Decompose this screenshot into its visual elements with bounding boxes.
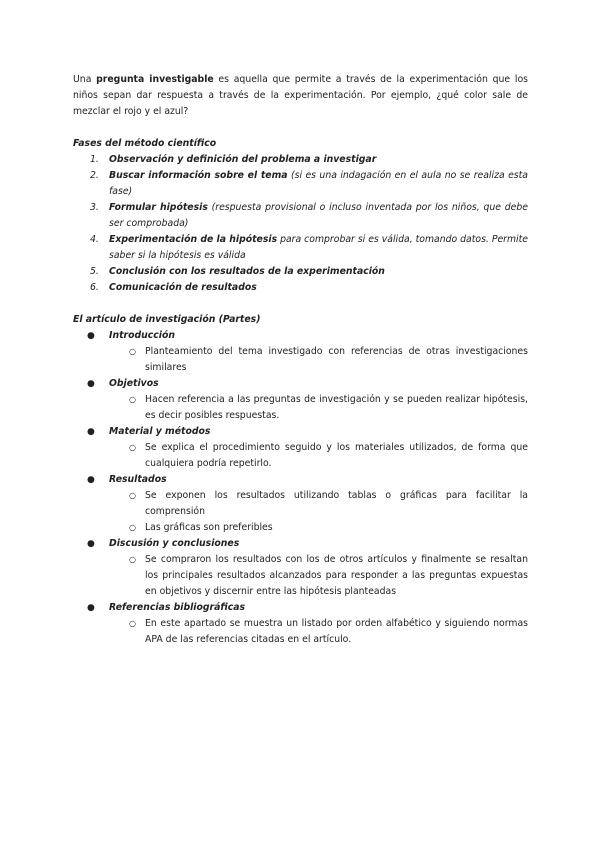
phase-bold: Comunicación de resultados <box>109 282 257 293</box>
bullet-icon: ● <box>87 603 95 613</box>
part-sublist <box>109 488 528 536</box>
phase-number: 6. <box>90 282 99 293</box>
phase-item <box>73 168 528 200</box>
hollow-bullet-icon: ○ <box>129 491 136 500</box>
sub-item <box>109 392 528 424</box>
part-title: Objetivos <box>109 378 159 389</box>
part-item <box>73 472 528 536</box>
bullet-icon: ● <box>87 427 95 437</box>
sub-item-text: Hacen referencia a las preguntas de investigación y se pueden realizar hipótesis, es decir posibles respuestas. <box>145 394 528 421</box>
phase-rest: (respuesta provisional o incluso inventada por los niños, que debe ser comprobada) <box>109 202 528 229</box>
phase-number: 3. <box>90 202 99 213</box>
phases-title: Fases del método científico <box>73 138 217 149</box>
bullet-icon: ● <box>87 475 95 485</box>
part-sublist <box>109 440 528 472</box>
bullet-icon: ● <box>87 539 95 549</box>
hollow-bullet-icon: ○ <box>129 555 136 564</box>
phase-bold: Observación y definición del problema a investigar <box>109 154 377 165</box>
phase-number: 2. <box>90 170 99 181</box>
part-title: Referencias bibliográficas <box>109 602 246 613</box>
part-sublist <box>109 344 528 376</box>
intro-text: es aquella que permite a través de la experimentación que los niños sepan dar respuesta a través de la experimentación. Por ejemplo, ¿qué color sale de mezclar el rojo y el azul? <box>73 74 528 117</box>
phase-bold: Conclusión con los resultados de la experimentación <box>109 266 385 277</box>
phase-bold: Formular hipótesis <box>109 202 208 213</box>
phase-item <box>73 280 528 296</box>
phase-bold: Experimentación de la hipótesis <box>109 234 278 245</box>
sub-item <box>109 488 528 520</box>
document-page <box>73 72 528 648</box>
intro-paragraph <box>73 72 528 120</box>
part-item <box>73 328 528 376</box>
part-item <box>73 424 528 472</box>
sub-item-text: Se compraron los resultados con los de otros artículos y finalmente se resaltan los principales resultados alcanzados para responder a las preguntas expuestas en objetivos y discernir entre las hipótesis planteadas <box>145 554 528 597</box>
part-sublist <box>109 392 528 424</box>
sub-item <box>109 552 528 600</box>
part-title: Discusión y conclusiones <box>109 538 240 549</box>
sub-item <box>109 344 528 376</box>
article-title: El artículo de investigación (Partes) <box>73 314 261 325</box>
sub-item <box>109 616 528 648</box>
part-item <box>73 600 528 648</box>
sub-item-text: Las gráficas son preferibles <box>145 522 273 533</box>
intro-prefix: Una <box>73 74 97 85</box>
phase-rest: para comprobar si es válida, tomando datos. Permite saber si la hipótesis es válida <box>109 234 529 261</box>
bullet-icon: ● <box>87 331 95 341</box>
part-item <box>73 376 528 424</box>
hollow-bullet-icon: ○ <box>129 395 136 404</box>
part-item <box>73 536 528 600</box>
phases-list <box>73 152 528 296</box>
hollow-bullet-icon: ○ <box>129 619 136 628</box>
part-sublist <box>109 552 528 600</box>
phase-rest: (si es una indagación en el aula no se realiza esta fase) <box>109 170 528 197</box>
sub-item-text: Planteamiento del tema investigado con referencias de otras investigaciones similares <box>145 346 528 373</box>
sub-item-text: En este apartado se muestra un listado por orden alfabético y siguiendo normas APA de las referencias citadas en el artículo. <box>145 618 528 645</box>
hollow-bullet-icon: ○ <box>129 523 136 532</box>
phase-bold: Buscar información sobre el tema <box>109 170 288 181</box>
part-title: Resultados <box>109 474 167 485</box>
phase-item <box>73 264 528 280</box>
hollow-bullet-icon: ○ <box>129 443 136 452</box>
bullet-icon: ● <box>87 379 95 389</box>
sub-item-text: Se explica el procedimiento seguido y los materiales utilizados, de forma que cualquiera podría repetirlo. <box>145 442 528 469</box>
phase-number: 5. <box>90 266 99 277</box>
sub-item <box>109 440 528 472</box>
part-title: Material y métodos <box>109 426 211 437</box>
hollow-bullet-icon: ○ <box>129 347 136 356</box>
part-title: Introducción <box>109 330 175 341</box>
intro-term: pregunta investigable <box>96 74 214 85</box>
phase-item <box>73 232 528 264</box>
phase-number: 4. <box>90 234 99 245</box>
sub-item-text: Se exponen los resultados utilizando tablas o gráficas para facilitar la comprensión <box>145 490 528 517</box>
phase-number: 1. <box>90 154 99 165</box>
phase-item <box>73 152 528 168</box>
sub-item <box>109 520 528 536</box>
phase-item <box>73 200 528 232</box>
part-sublist <box>109 616 528 648</box>
article-parts-list <box>73 328 528 648</box>
